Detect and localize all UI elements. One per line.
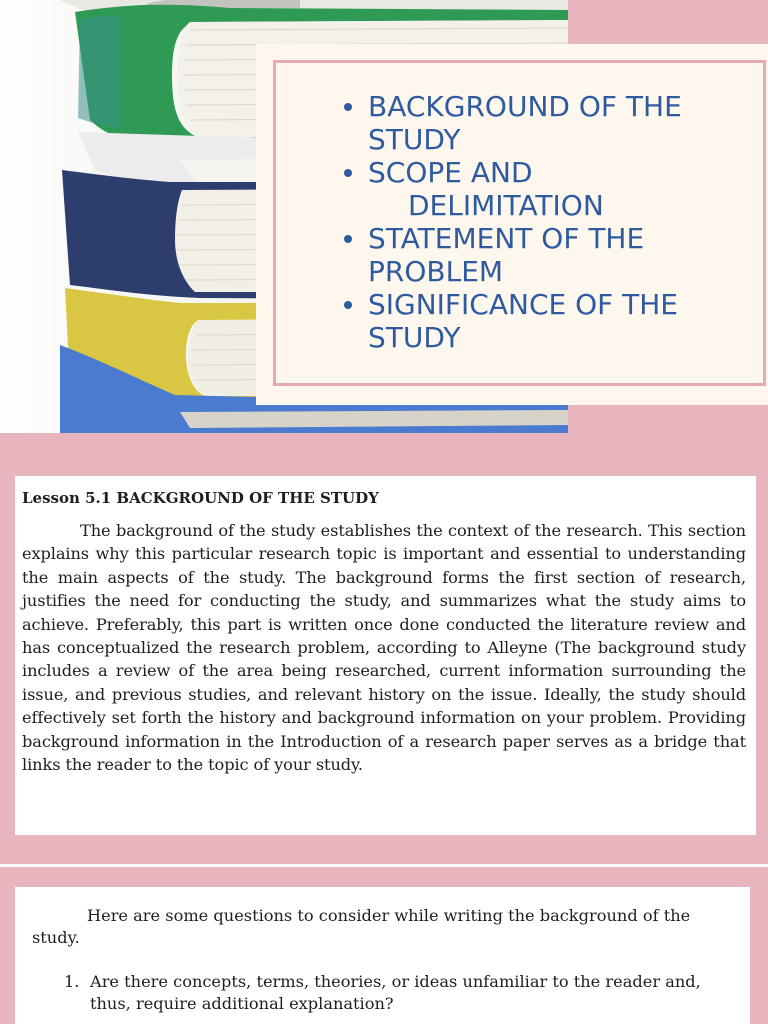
lesson-page <box>15 476 756 835</box>
topic-label: BACKGROUND OF THE STUDY <box>368 90 682 156</box>
topic-item <box>340 90 750 156</box>
topic-label: STATEMENT OF THE PROBLEM <box>368 222 645 288</box>
lesson-paragraph: The background of the study establishes the context of the research. This section explains why this particular research topic is important and essential to understanding the main aspects of the study. The background forms the first section of research, justifies the need for conducting the study, and summarizes what the study aims to achieve. Preferably, this part is written once done conducted the literature review and has conceptualized the research problem, according to Alleyne (The background study includes a review of the area being researched, current information surrounding the issue, and previous studies, and relevant history on the issue. Ideally, the study should effectively set forth the history and background information on your problem. Providing background information in the Introduction of a research paper serves as a bridge that links the reader to the topic of your study. <box>22 521 746 775</box>
lesson-heading: Lesson 5.1 BACKGROUND OF THE STUDY <box>22 489 379 507</box>
title-slide <box>0 0 768 433</box>
questions-intro: Here are some questions to consider while writing the background of the study. <box>32 906 691 947</box>
question-text: Are there concepts, terms, theories, or ideas unfamiliar to the reader and, thus, require additional explanation? <box>90 972 701 1013</box>
questions-page <box>15 887 750 1024</box>
topic-label: SCOPE AND <box>368 156 533 189</box>
topic-list <box>340 90 750 354</box>
question-item <box>64 971 733 1015</box>
question-list <box>32 971 733 1015</box>
topic-label-continuation: DELIMITATION <box>408 189 604 222</box>
topic-label: SIGNIFICANCE OF THE STUDY <box>368 288 678 354</box>
topic-item <box>340 288 750 354</box>
questions-slide <box>0 867 768 1024</box>
question-number: 1. <box>64 972 80 991</box>
topic-item <box>340 222 750 288</box>
topic-item <box>340 156 750 222</box>
lesson-slide <box>0 433 768 864</box>
